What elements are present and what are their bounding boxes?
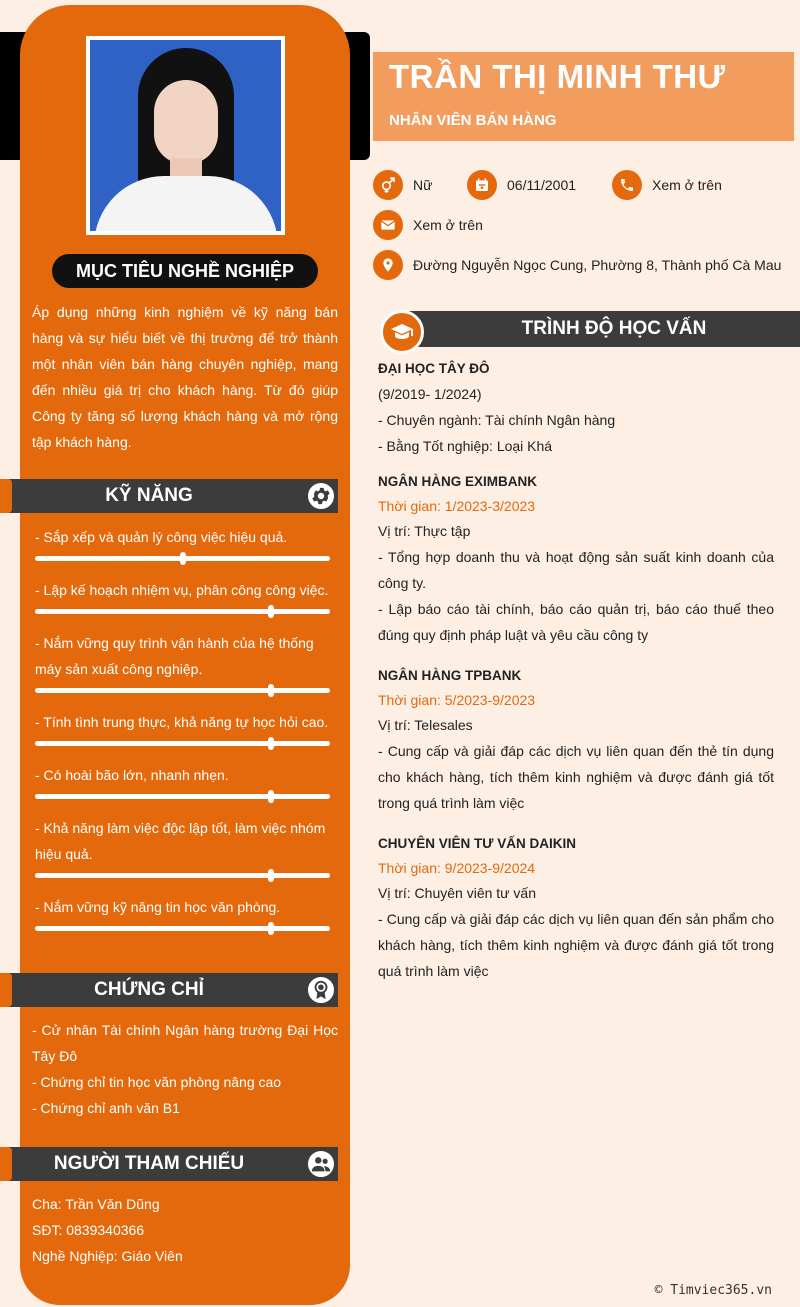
education-entry <box>378 357 774 459</box>
name-box <box>373 52 794 141</box>
profile-photo <box>86 36 285 235</box>
address-info <box>373 250 781 280</box>
skill-item: - Nắm vững quy trình vận hành của hệ thống máy sản xuất công nghiệp. <box>35 635 314 677</box>
birthdate-info <box>467 170 576 200</box>
email-info <box>373 210 483 240</box>
references-header <box>0 1147 338 1181</box>
entry-title: ĐẠI HỌC TÂY ĐÔ <box>378 361 490 376</box>
graduation-cap-icon <box>380 310 424 354</box>
entry-title: NGÂN HÀNG TPBANK <box>378 668 522 683</box>
entry-line: - Chuyên ngành: Tài chính Ngân hàng <box>378 412 616 428</box>
skill-bar <box>35 741 330 746</box>
entry-line: Vị trí: Thực tập <box>378 523 471 539</box>
objective-title: MỤC TIÊU NGHỀ NGHIỆP <box>52 254 318 288</box>
entry-line: Vị trí: Telesales <box>378 717 473 733</box>
references-title: NGƯỜI THAM CHIẾU <box>53 1153 245 1174</box>
skill-bar <box>35 794 330 799</box>
skills-header <box>0 479 338 513</box>
skill-bar <box>35 609 330 614</box>
skill-bar <box>35 873 330 878</box>
entry-time: Thời gian: 9/2023-9/2024 <box>378 860 536 876</box>
candidate-name: TRẦN THỊ MINH THƯ <box>389 58 726 95</box>
skill-item: - Có hoài bão lớn, nhanh nhẹn. <box>35 767 229 783</box>
entry-time: (9/2019- 1/2024) <box>378 386 482 402</box>
users-icon <box>306 1149 336 1179</box>
gender-info <box>373 170 432 200</box>
email-value: Xem ở trên <box>413 217 483 233</box>
education-entry <box>378 664 774 816</box>
entry-line: - Cung cấp và giải đáp các dịch vụ liên quan đến sản phẩm cho khách hàng, tích thêm kinh nghiệm và được đánh giá tốt trong quá trình làm việc <box>378 911 774 979</box>
education-title: TRÌNH ĐỘ HỌC VẤN <box>521 318 707 339</box>
education-header <box>380 310 800 348</box>
certificate-item: - Chứng chỉ anh văn B1 <box>32 1100 180 1116</box>
reference-item: SĐT: 0839340366 <box>32 1222 145 1238</box>
gear-icon <box>306 481 336 511</box>
references-list <box>32 1191 338 1269</box>
certificates-header <box>0 973 338 1007</box>
skill-item: - Tính tình trung thực, khả năng tự học hỏi cao. <box>35 714 329 730</box>
entry-time: Thời gian: 1/2023-3/2023 <box>378 498 536 514</box>
skills-title: KỸ NĂNG <box>105 485 193 506</box>
reference-item: Cha: Trần Văn Dũng <box>32 1196 160 1212</box>
address-value: Đường Nguyễn Ngọc Cung, Phường 8, Thành phố Cà Mau <box>413 257 782 273</box>
education-entry <box>378 470 774 648</box>
entry-title: NGÂN HÀNG EXIMBANK <box>378 474 538 489</box>
skill-item: - Khả năng làm việc độc lập tốt, làm việc nhóm hiệu quả. <box>35 820 326 862</box>
skill-item: - Sắp xếp và quản lý công việc hiệu quả. <box>35 529 288 545</box>
skill-bar <box>35 688 330 693</box>
certificates-list <box>32 1017 338 1121</box>
entry-line: - Bằng Tốt nghiệp: Loại Khá <box>378 438 553 454</box>
footer-credit: © Timviec365.vn <box>654 1283 772 1298</box>
entry-line: - Lập báo cáo tài chính, báo cáo quản trị, báo cáo thuế theo đúng quy định pháp luật và yêu cầu công ty <box>378 601 774 643</box>
reference-item: Nghề Nghiệp: Giáo Viên <box>32 1248 183 1264</box>
birthdate-value: 06/11/2001 <box>507 177 577 193</box>
education-entry <box>378 832 774 984</box>
certificate-item: - Cử nhân Tài chính Ngân hàng trường Đại Học Tây Đô <box>32 1022 338 1064</box>
entry-title: CHUYÊN VIÊN TƯ VẤN DAIKIN <box>378 836 576 851</box>
award-icon <box>306 975 336 1005</box>
entry-line: - Cung cấp và giải đáp các dịch vụ liên quan đến thẻ tín dụng cho khách hàng, tích thêm kinh nghiệm và được đánh giá tốt trong quá trình làm việc <box>378 743 774 811</box>
skill-item: - Lập kế hoạch nhiệm vụ, phân công công việc. <box>35 582 329 598</box>
gender-value: Nữ <box>413 177 433 193</box>
phone-icon <box>612 170 642 200</box>
skill-bar <box>35 926 330 931</box>
skill-item: - Nắm vững kỹ năng tin học văn phòng. <box>35 899 281 915</box>
entry-line: Vị trí: Chuyên viên tư vấn <box>378 885 536 901</box>
phone-value: Xem ở trên <box>652 177 722 193</box>
calendar-icon <box>467 170 497 200</box>
gender-icon <box>373 170 403 200</box>
skill-bar <box>35 556 330 561</box>
certificate-item: - Chứng chỉ tin học văn phòng nâng cao <box>32 1074 282 1090</box>
phone-info <box>612 170 722 200</box>
job-title: NHÂN VIÊN BÁN HÀNG <box>389 112 557 129</box>
certificates-title: CHỨNG CHỈ <box>94 979 204 1000</box>
left-column <box>20 5 350 1305</box>
location-icon <box>373 250 403 280</box>
entry-time: Thời gian: 5/2023-9/2023 <box>378 692 536 708</box>
objective-text: Áp dụng những kinh nghiệm về kỹ năng bán hàng và sự hiểu biết về thị trường để trở thành một nhân viên bán hàng chuyên nghiệp, mang đến nhiều giá trị cho khách hàng. Từ đó giúp Công ty tăng số lượng khách hàng và mở rộng tập khách hàng. <box>32 304 338 450</box>
entry-line: - Tổng hợp doanh thu và hoạt động sản suất kinh doanh của công ty. <box>378 549 774 591</box>
email-icon <box>373 210 403 240</box>
